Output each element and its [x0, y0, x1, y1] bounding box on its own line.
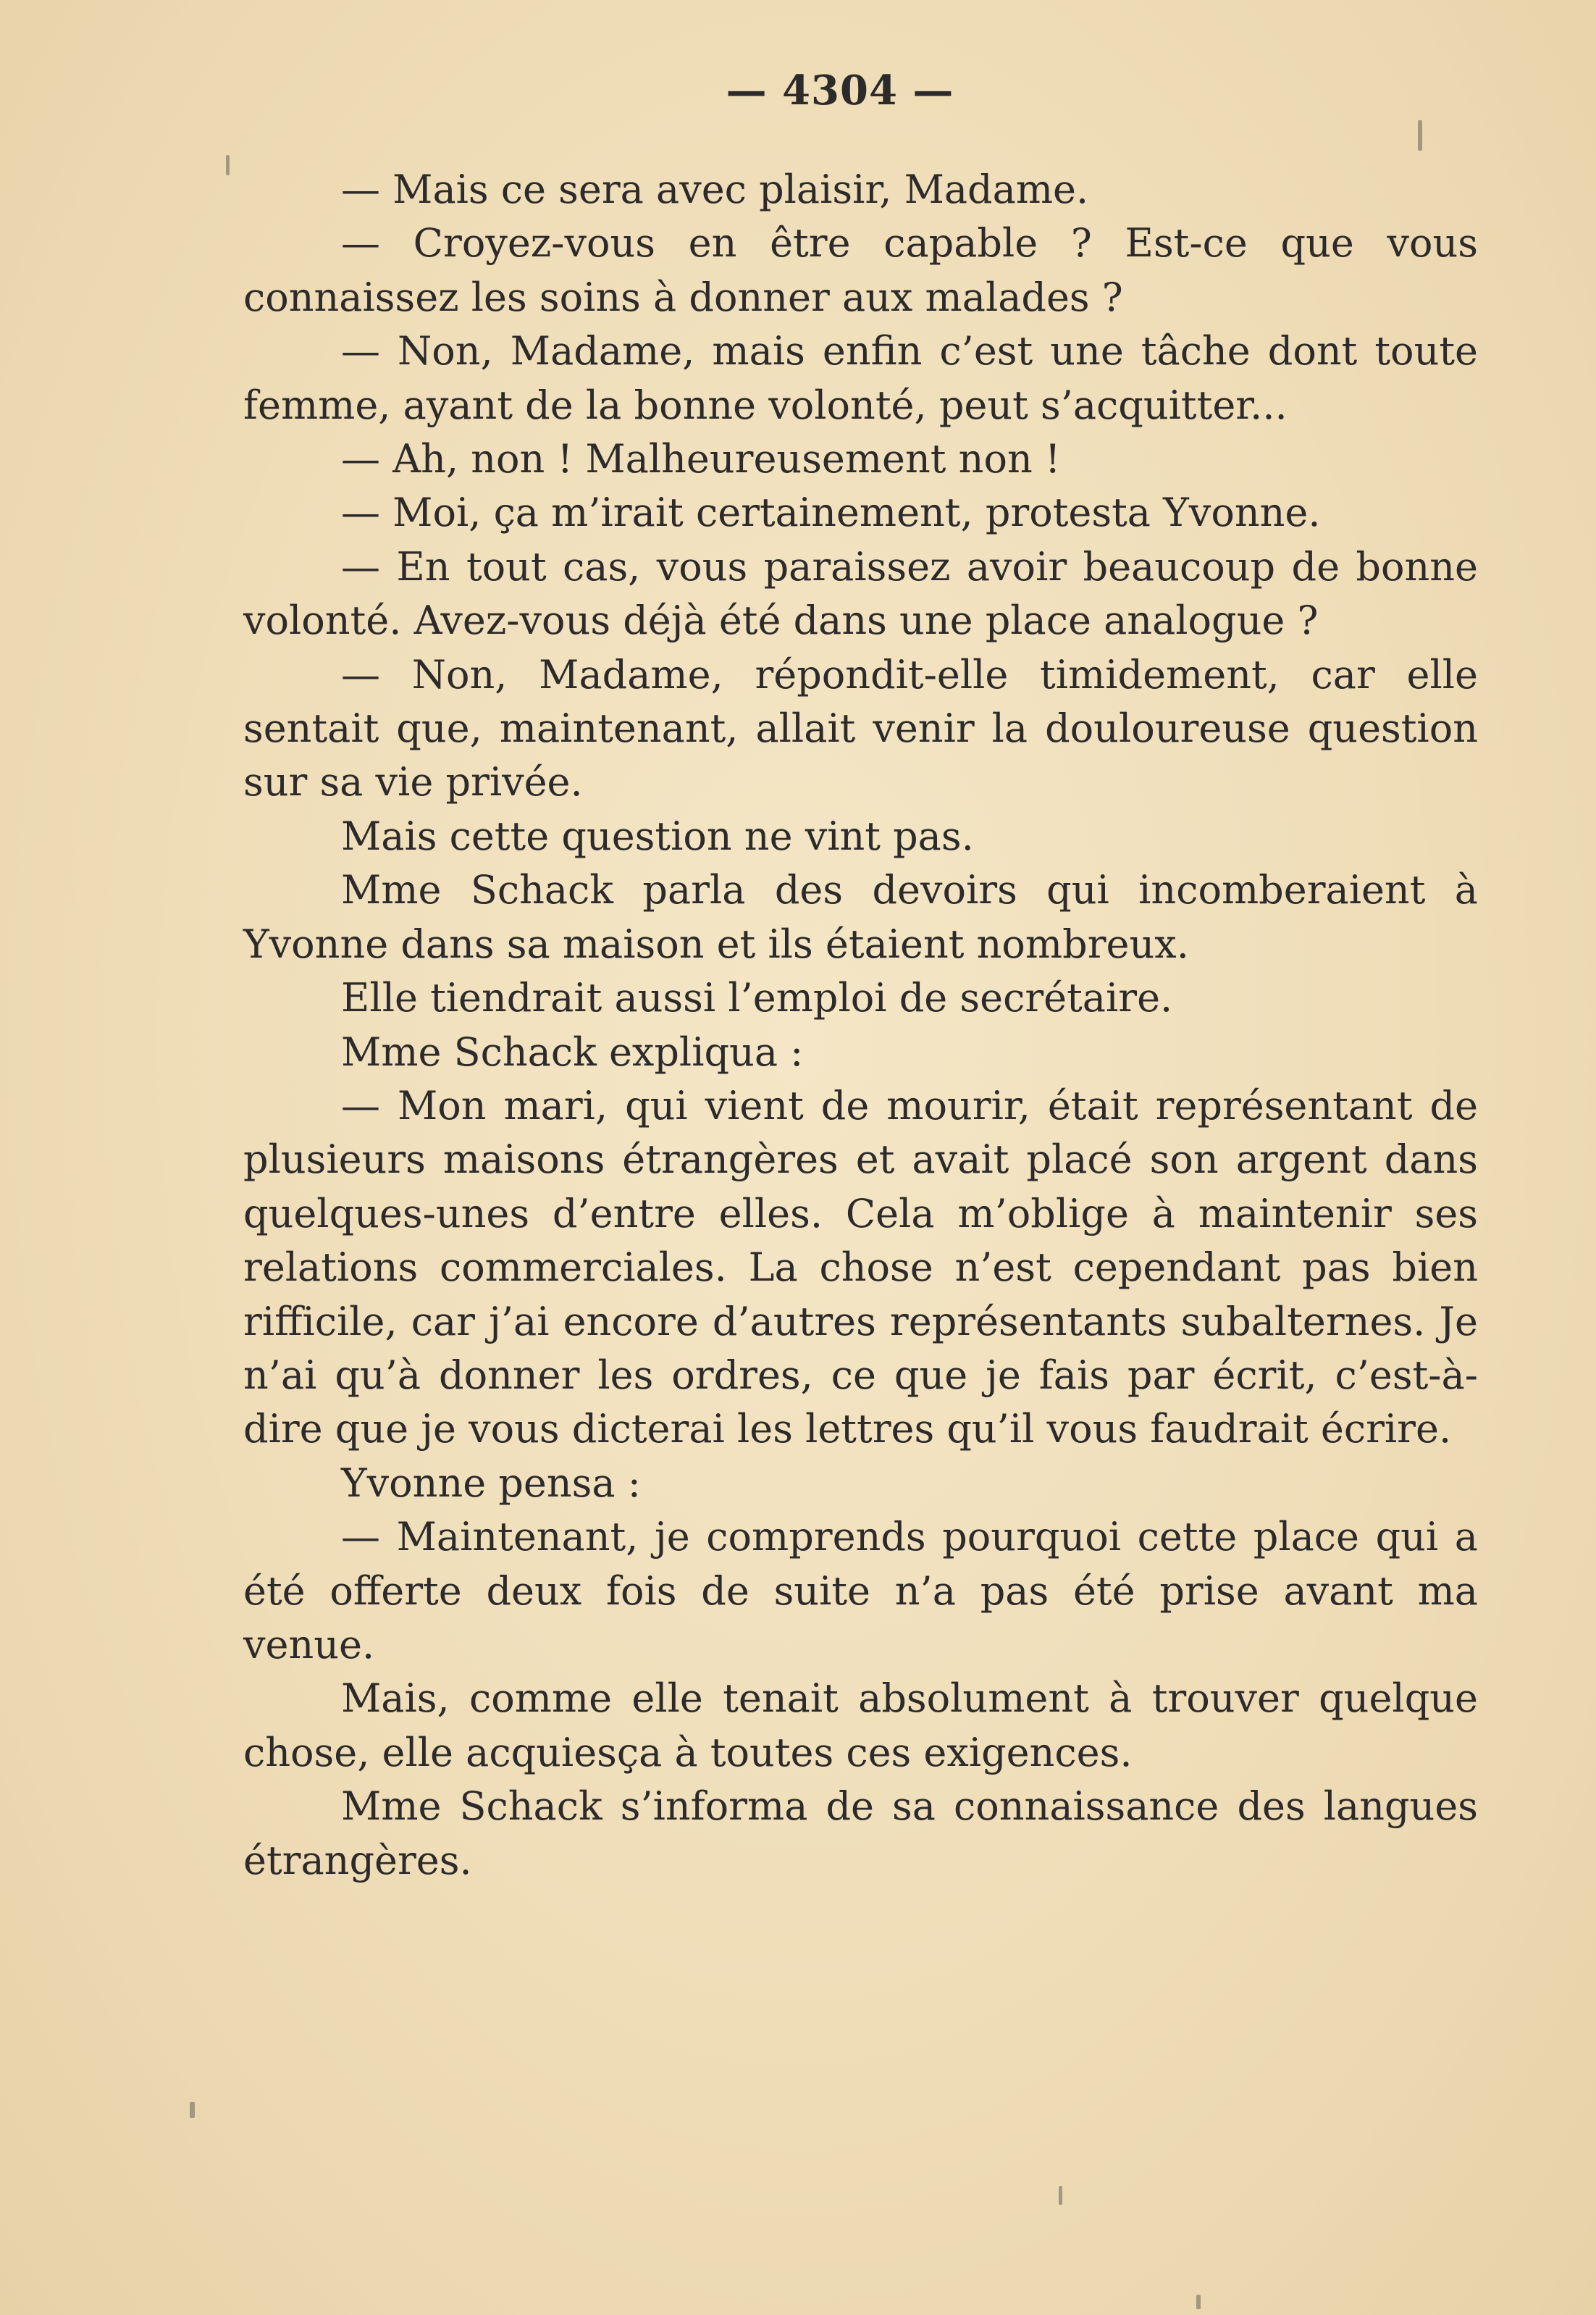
paragraph: — Mais ce sera avec plaisir, Madame.	[341, 167, 1089, 212]
paragraph: Yvonne pensa :	[341, 1460, 641, 1506]
paragraph: Elle tiendrait aussi l’emploi de secrétaire.	[341, 975, 1173, 1021]
paragraph: — Maintenant, je comprends pourquoi cette place qui a été offerte deux fois de suite n’a pas été prise avant ma venue.	[243, 1514, 1478, 1667]
paragraph: — Ah, non ! Malheureusement non !	[341, 436, 1061, 482]
paper-speck	[190, 2102, 195, 2118]
paragraph: — Non, Madame, mais enfin c’est une tâche dont toute femme, ayant de la bonne volonté, peut s’acquitter...	[243, 328, 1478, 428]
page-number: — 4304 —	[726, 67, 954, 114]
paragraph: Mais, comme elle tenait absolument à trouver quelque chose, elle acquiesça à toutes ces exigences.	[243, 1675, 1478, 1775]
paragraph: — Croyez-vous en être capable ? Est-ce que vous connaissez les soins à donner aux malades ?	[243, 220, 1478, 320]
paragraph: — Non, Madame, répondit-elle timidement, car elle sentait que, maintenant, allait venir la douloureuse question sur sa vie privée.	[243, 651, 1478, 805]
paragraph: — En tout cas, vous paraissez avoir beaucoup de bonne volonté. Avez-vous déjà été dans une place analogue ?	[243, 543, 1478, 644]
paragraph: Mais cette question ne vint pas.	[341, 813, 974, 859]
paragraph: Mme Schack expliqua :	[341, 1029, 804, 1075]
paper-speck	[1418, 120, 1422, 151]
paper-speck	[226, 155, 230, 175]
paper-speck	[1196, 2295, 1201, 2309]
paper-speck	[1059, 2186, 1062, 2205]
body-text	[243, 163, 1478, 1888]
paragraph: Mme Schack parla des devoirs qui incomberaient à Yvonne dans sa maison et ils étaient nombreux.	[243, 867, 1478, 967]
paragraph: — Moi, ça m’irait certainement, protesta Yvonne.	[341, 490, 1321, 536]
paragraph: — Mon mari, qui vient de mourir, était représentant de plusieurs maisons étrangères et avait placé son argent dans quelques-unes d’entre elles. Cela m’oblige à maintenir ses relations commerciales. La chose n’est cependant pas bien rifficile, car j’ai encore d’autres représentants subalternes. Je n’ai qu’à donner les ordres, ce que je fais par écrit, c’est-à-dire que je vous dicterai les lettres qu’il vous faudrait écrire.	[243, 1082, 1478, 1452]
paragraph: Mme Schack s’informa de sa connaissance des langues étrangères.	[243, 1783, 1478, 1883]
